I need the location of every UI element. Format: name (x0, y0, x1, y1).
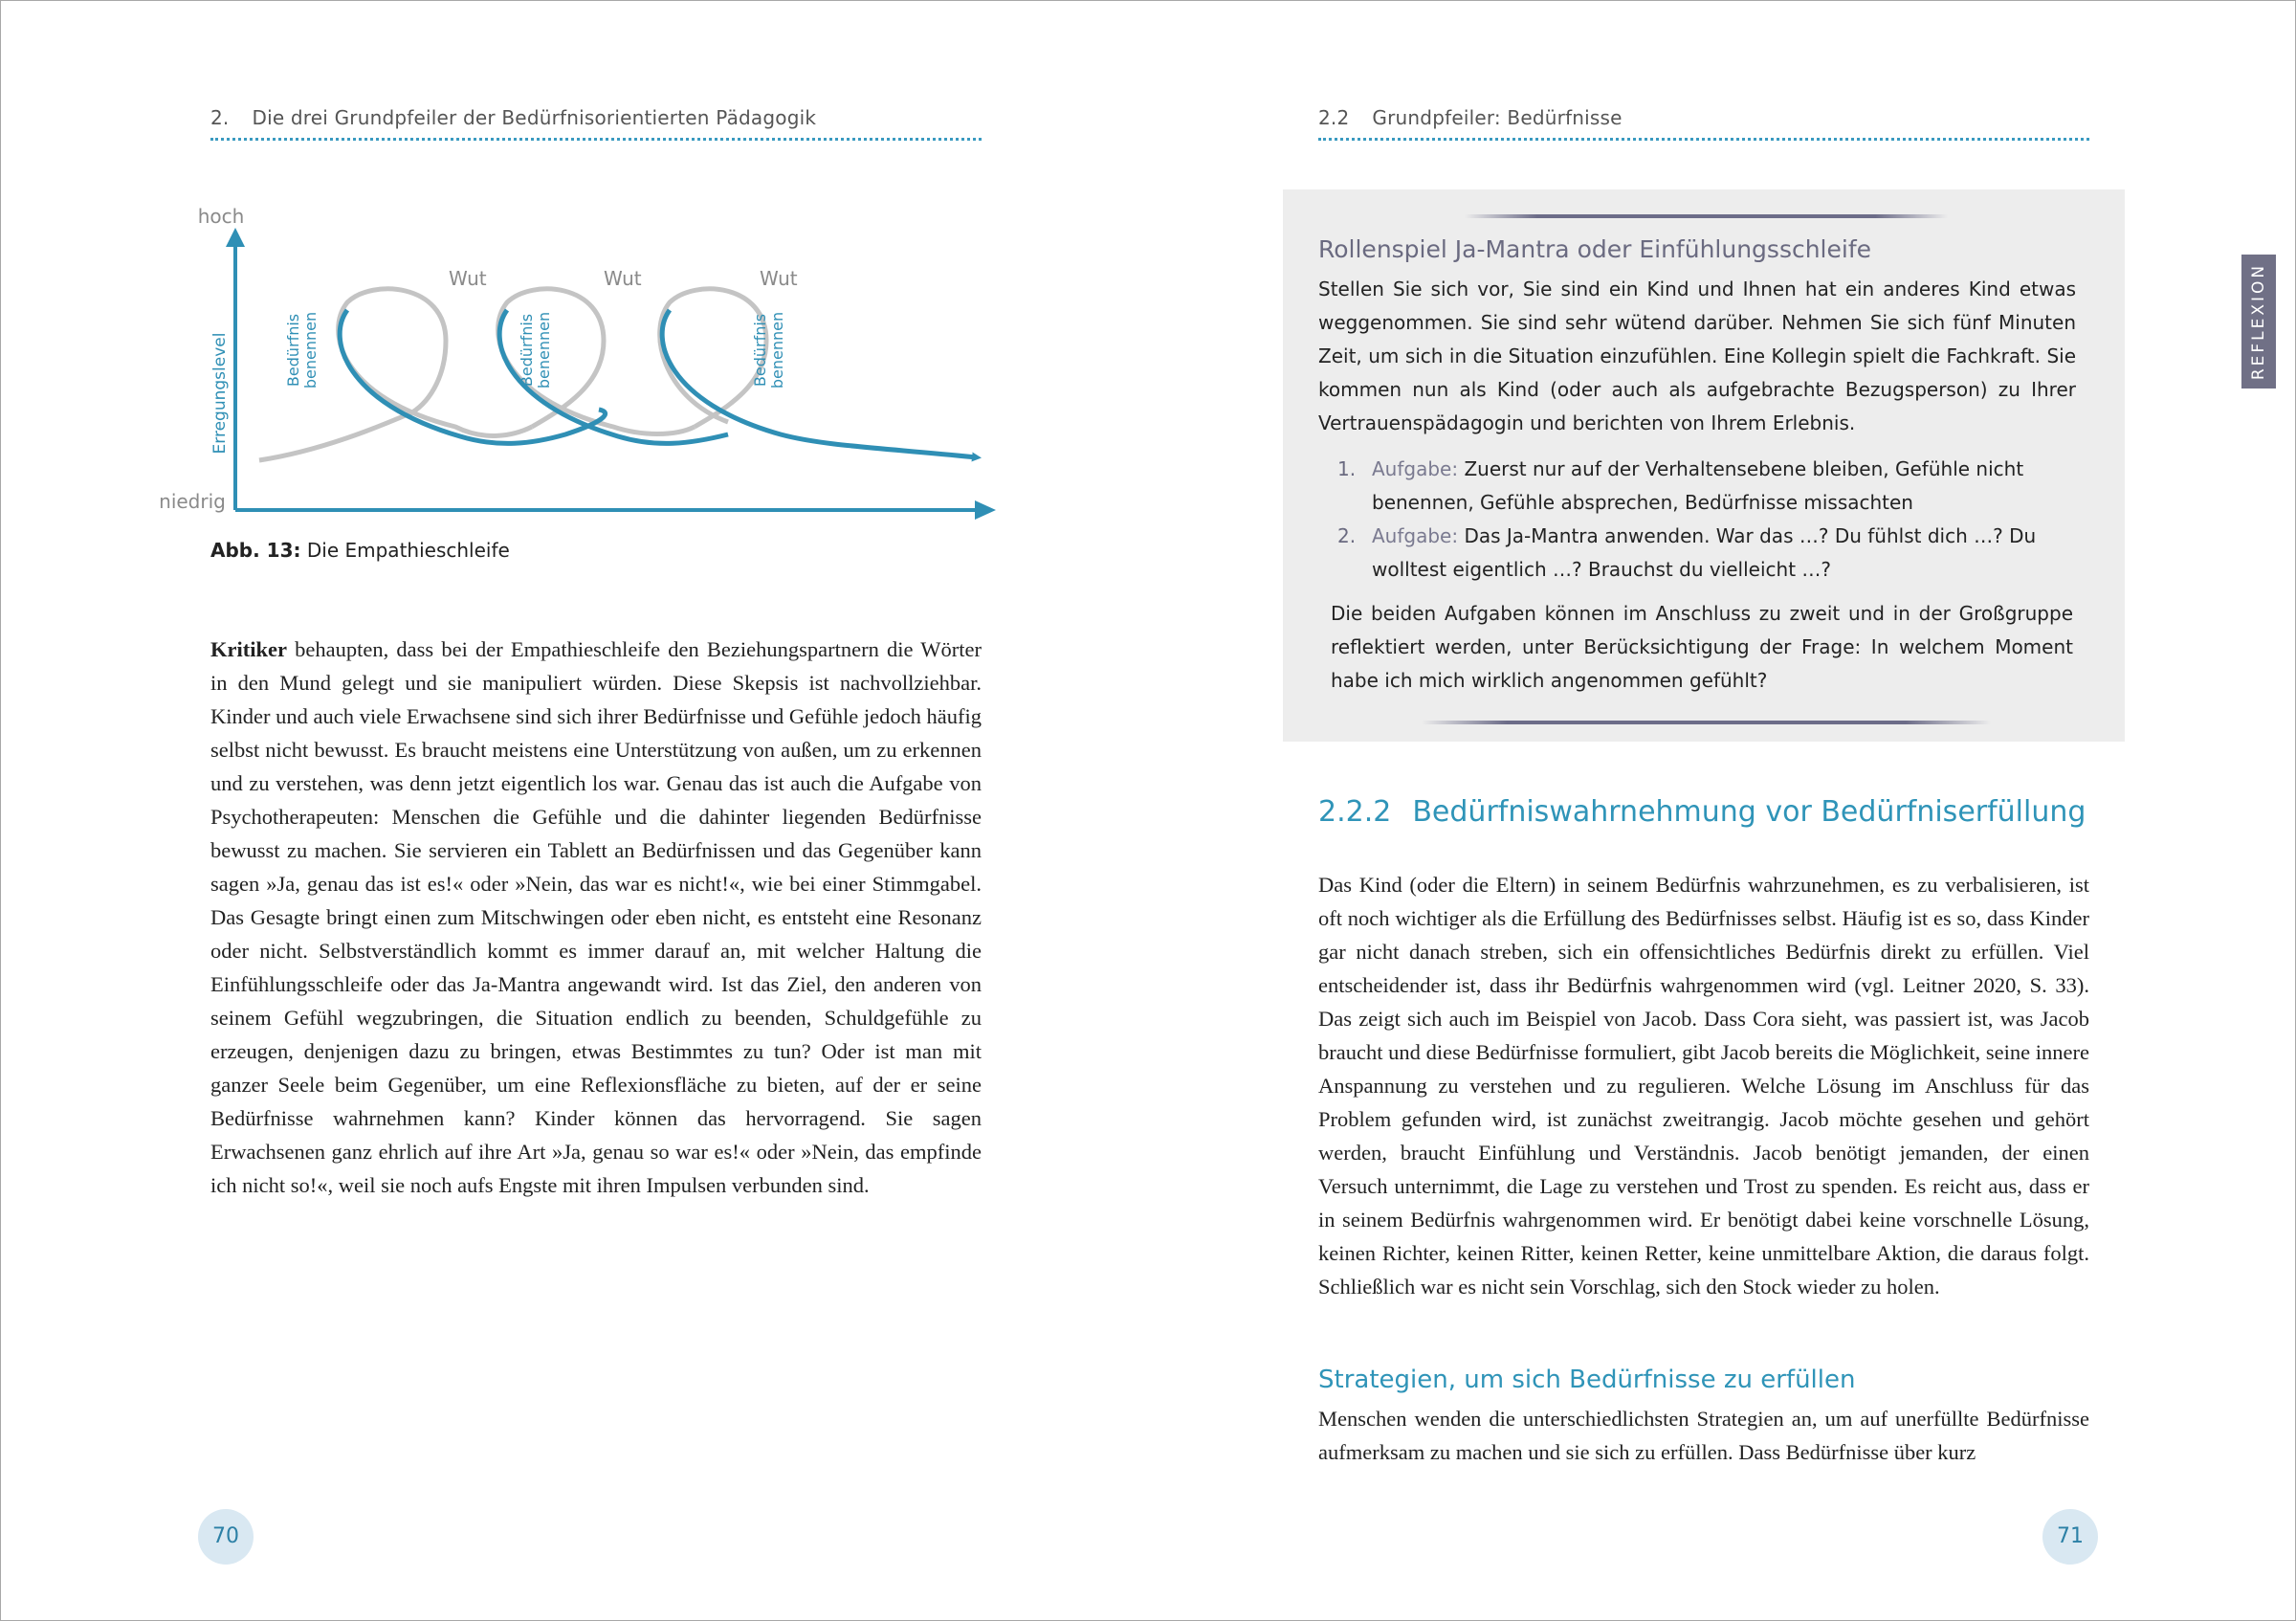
reflexion-tasks (1337, 453, 2055, 587)
task-number: 1. (1337, 457, 1357, 480)
section-heading-number: 2.2.2 (1318, 795, 1392, 829)
annotation-2-line2: benennen (535, 311, 553, 389)
blue-curve-3 (662, 310, 977, 457)
y-axis-label: Erregungslevel (210, 332, 230, 455)
running-head-rule (210, 138, 982, 141)
reflexion-top-bar (1465, 214, 1948, 218)
right-body-text (1318, 868, 2089, 1303)
annotation-3-line1: Bedürfnis (751, 313, 769, 388)
task-item-2 (1337, 520, 2055, 587)
right-page (1149, 1, 2295, 1620)
right-paragraph-1: Das Kind (oder die Eltern) in seinem Bedürfnis wahrzunehmen, es zu verbalisieren, ist oft noch wichtiger als die Erfüllung des Bedürfnisses selbst. Häufig ist es so, dass Kinder gar nicht danach streben, sich ein offensichtliches Bedürfnis direkt zu erfüllen. Viel entscheidender ist, dass ihr Bedürfnis wahrgenommen wird (vgl. Leitner 2020, S. 33). Das zeigt sich auch im Beispiel von Jacob. Dass Cora sieht, was passiert ist, was Jacob braucht und diese Bedürfnisse formuliert, gibt Jacob bereits die Möglichkeit, seine innere Anspannung zu verstehen und zu regulieren. Welche Lösung im Anschluss für das Problem gefunden wird, ist zunächst zweitrangig. Jacob möchte gesehen und gehört werden, braucht Einfühlung und Verständnis. Jacob benötigt jemanden, der einen Versuch unternimmt, die Lage zu verstehen und Trost zu spenden. Es reicht aus, dass er in seinem Bedürfnis wahrgenommen wird. Er benötigt dabei keine vorschnelle Lösung, keinen Richter, keinen Ritter, keinen Retter, keine unmittelbare Aktion, die daraus folgt. Schließlich war es nicht sein Vorschlag, sich den Stock wieder zu holen. (1318, 873, 2089, 1299)
y-axis-arrow (226, 228, 245, 247)
section-title: Grundpfeiler: Bedürfnisse (1372, 106, 1623, 129)
annotation-2-line1: Bedürfnis (518, 313, 536, 388)
task-label: Aufgabe: (1372, 457, 1459, 480)
reflexion-box (1283, 189, 2268, 742)
reflexion-title: Rollenspiel Ja-Mantra oder Einfühlungsschleife (1318, 235, 1872, 263)
task-text: Das Ja-Mantra anwenden. War das …? Du fühlst dich …? Du wolltest eigentlich …? Brauchst du vielleicht …? (1372, 524, 2037, 581)
reflexion-side-tab (2241, 255, 2276, 389)
y-low-label: niedrig (159, 490, 226, 513)
y-high-label: hoch (197, 205, 245, 228)
emotion-label-1: Wut (449, 267, 487, 290)
annotation-1-line2: benennen (301, 311, 320, 389)
left-body-text (210, 633, 982, 1202)
running-head-rule-right (1318, 138, 2089, 141)
right-paragraph-2: Menschen wenden die unterschiedlichsten Strategien an, um auf unerfüllte Bedürfnisse aufmerksam zu machen und sie sich zu erfüllen. Dass Bedürfnisse über kurz (1318, 1407, 2089, 1464)
annotation-1-line1: Bedürfnis (284, 313, 302, 388)
chapter-number: 2. (210, 106, 230, 129)
task-item-1 (1337, 453, 2055, 520)
section-heading-title: Bedürfniswahrnehmung vor Bedürfniserfüllung (1412, 795, 2086, 829)
subheading: Strategien, um sich Bedürfnisse zu erfüllen (1318, 1366, 1856, 1394)
chapter-title: Die drei Grundpfeiler der Bedürfnisorientierten Pädagogik (252, 106, 817, 129)
paragraph-lead: Kritiker (210, 637, 287, 661)
section-number: 2.2 (1318, 106, 1350, 129)
left-page (1, 1, 1148, 1620)
figure-caption (210, 539, 510, 562)
section-heading (1318, 795, 2086, 829)
page-number-right: 71 (2042, 1509, 2098, 1565)
paragraph-text: behaupten, dass bei der Empathieschleife den Beziehungspartnern die Wörter in den Mund gelegt und sie manipuliert würden. Diese Skepsis ist nachvollziehbar. Kinder und auch viele Erwachsene sind sich ihrer Bedürfnisse und Gefühle jedoch häufig selbst nicht bewusst. Es braucht meistens eine Unterstützung von außen, um zu erkennen und zu verstehen, was denn jetzt eigentlich los war. Genau das ist auch die Aufgabe von Psychotherapeuten: Menschen die Gefühle und die dahinter liegenden Bedürfnisse bewusst zu machen. Sie servieren ein Tablett an Bedürfnissen und das Gegenüber kann sagen »Ja, genau das ist es!« oder »Nein, das war es nicht!«, wie bei einer Stimmgabel. Das Gesagte bringt einen zum Mitschwingen oder eben nicht, es entsteht eine Resonanz oder nicht. Selbstverständlich kommt es immer darauf an, mit welcher Haltung die Einfühlungsschleife oder das Ja-Mantra angewandt wird. Ist das Ziel, den anderen von seinem Gefühl wegzubringen, die Situation endlich zu beenden, Schuldgefühle zu erzeugen, denjenigen dazu zu bringen, etwas Bestimmtes zu tun? Oder ist man mit ganzer Seele beim Gegenüber, um eine Reflexionsfläche zu bieten, auf der er seine Bedürfnisse wahrnehmen kann? Kinder können das hervorragend. Sie sagen Erwachsenen ganz ehrlich auf ihre Art »Ja, genau so war es!« oder »Nein, das empfinde ich nicht so!«, weil sie noch aufs Engste mit ihren Impulsen verbunden sind. (210, 637, 982, 1197)
caption-label: Abb. 13: (210, 539, 301, 562)
reflexion-outro: Die beiden Aufgaben können im Anschluss zu zweit und in der Großgruppe reflektiert werden, unter Berücksichtigung der Frage: In welchem Moment habe ich mich wirklich angenommen gefühlt? (1331, 602, 2073, 692)
task-label: Aufgabe: (1372, 524, 1459, 547)
task-number: 2. (1337, 524, 1357, 547)
annotation-3-line2: benennen (768, 311, 786, 389)
caption-text: Die Empathieschleife (306, 539, 510, 562)
side-tab-label: REFLEXION (2249, 262, 2268, 381)
emotion-label-2: Wut (604, 267, 642, 290)
task-text: Zuerst nur auf der Verhaltensebene bleiben, Gefühle nicht benennen, Gefühle absprechen, Bedürfnisse missachten (1372, 457, 2024, 514)
reflexion-bottom-bar (1422, 721, 1991, 724)
x-axis-arrow (975, 500, 996, 520)
page-number-left: 70 (198, 1509, 254, 1565)
right-body-text-2 (1318, 1402, 2089, 1469)
reflexion-intro: Stellen Sie sich vor, Sie sind ein Kind und Ihnen hat ein anderes Kind etwas weggenommen. Sie sind sehr wütend darüber. Nehmen Sie sich fünf Minuten Zeit, um sich in die Situation einzufühlen. Eine Kollegin spielt die Fachkraft. Sie kommen nun als Kind (oder auch als aufgebrachte Bezugsperson) zu Ihrer Vertrauenspädagogin und berichten von Ihrem Erlebnis. (1318, 278, 2076, 434)
emotion-label-3: Wut (760, 267, 798, 290)
running-head-right (1318, 106, 1623, 129)
empathy-loop-figure (154, 197, 1005, 532)
running-head-left (210, 106, 816, 129)
left-paragraph (210, 633, 982, 1202)
